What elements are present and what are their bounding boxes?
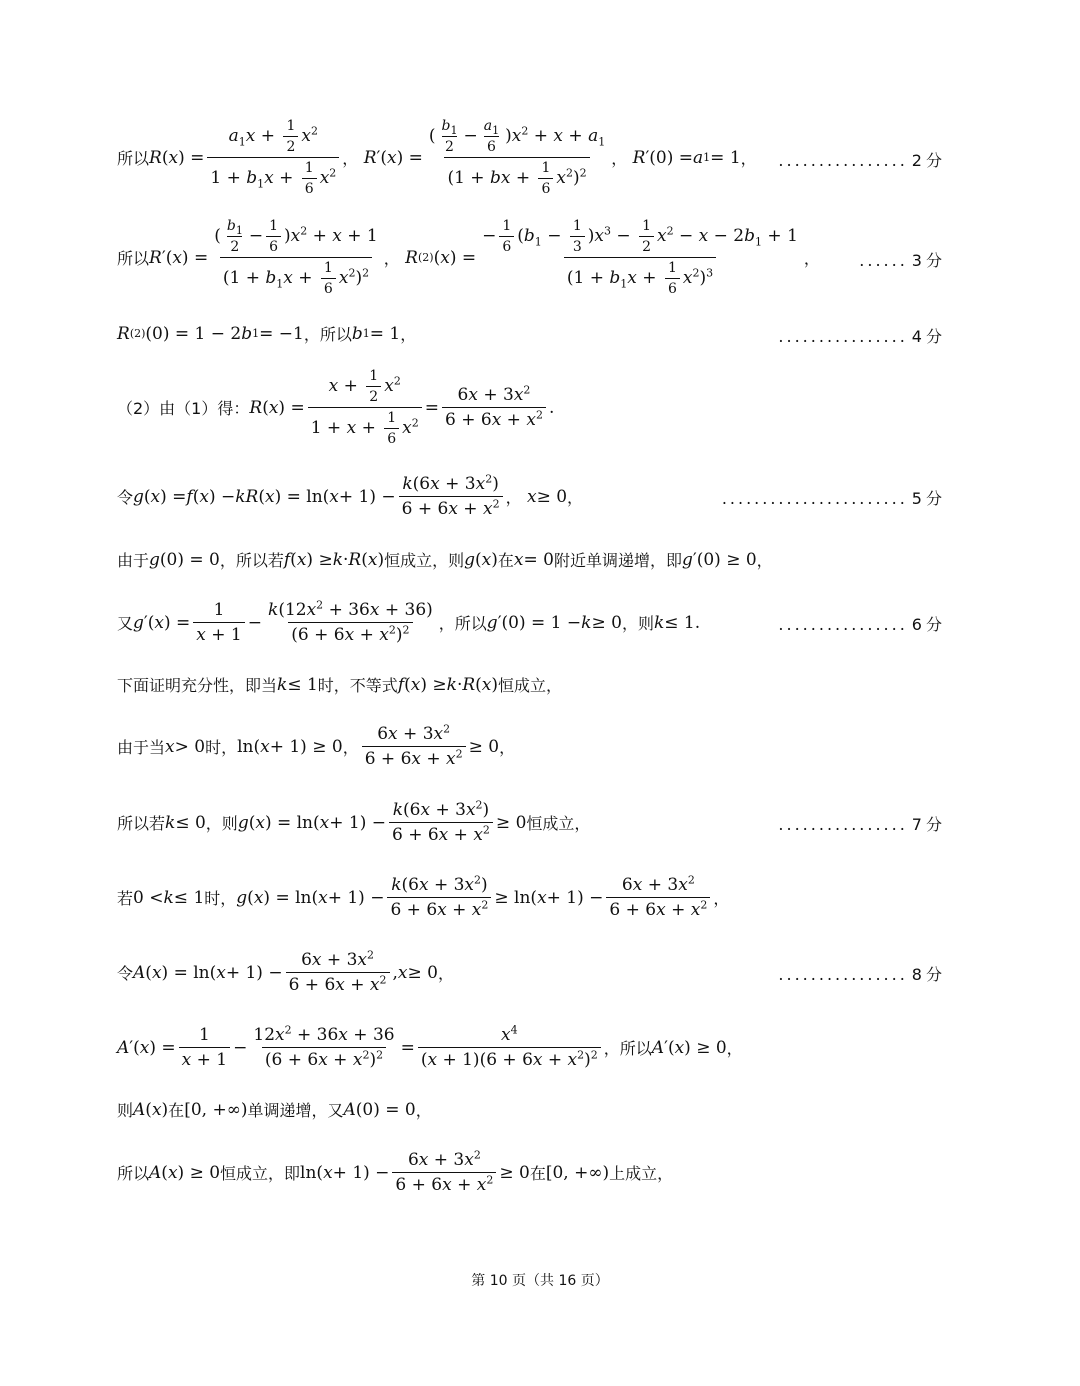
eq-line-g0: 由于 g (0) = 0 ，所以若 f ( x ) ≥ k · R ( x ) 恒成立，则 g ( x ) 在 x = 0 附近单调递增，即 g ′(0) ≥ 0 ， xyxy=(117,549,773,570)
fraction-R-prime: ( $\frac{b_1}{2}$ − $\frac{a_1}{6}$ )$x^2 + x + a_1$ (1 + bx + $\frac{1}{6}$ $x^2)^2$ xyxy=(428,118,606,197)
eq-line-g-prime: 又 g ′( x ) = $\frac{1}{x + 1}$ − $\frac{k(12x^2 + 36x + 36)}{(6 + 6x + x^2)^2}$ ，所以 g ′(0) = 1 − k ≥ 0 ，则 k ≤ 1. xyxy=(117,598,701,645)
eq-line-A-def: 令 A ( x ) = ln( x + 1) − $\frac{6x + 3x^2}{6 + 6x + x^2}$ , x ≥ 0 ， xyxy=(117,948,454,995)
eq-line-conclusion: 所以 A ( x ) ≥ 0 恒成立，即 ln( x + 1) − $\frac{6x + 3x^2}{6 + 6x + x^2}$ ≥ 0 在 [0, +∞) 上成立， xyxy=(117,1148,674,1195)
eq-line-x-positive: 由于当 x > 0 时， ln( x + 1) ≥ 0 ， $\frac{6x + 3x^2}{6 + 6x + x^2}$ ≥ 0 ， xyxy=(117,722,516,769)
eq-line-sufficiency: 下面证明充分性，即当 k ≤ 1 时，不等式 f ( x ) ≥ k · R ( x ) 恒成立， xyxy=(117,674,563,695)
eq-line-g-def: 令 g ( x ) = f ( x ) − kR ( x ) = ln( x + 1) − $\frac{k(6x + 3x^2)}{6 + 6x + x^2}$ ， x ≥ 0 ， xyxy=(117,472,584,519)
text-suoyi: 所以 xyxy=(117,149,150,168)
eq-line-A-prime: A ′( x ) = $\frac{1}{x + 1}$ − $\frac{12x^2 + 36x + 36}{(6 + 6x + x^2)^2}$ = $\frac{x^4}{(x + 1)(6 + 6x + x^2)^2}$ ，所以 A ′( x ) ≥ 0 ， xyxy=(117,1023,743,1070)
eq-line-2: 所以 R ′( x ) = ( $\frac{b_1}{2}$ − $\frac{1}{6}$ )$x^2 + x + 1$ ($1 + b_1x$ + $\frac{1}{6}$ $x^2)^2$ ， R (2) ( x ) = − $\frac{1}{6}$ ($b_1$ − $\frac{1}{3}$ )$x^3$ − $\frac{1}{2}$ $x^2 - x - 2b_1 + 1$ ($1 + b_1x$ + $\frac{1}{6}$ $x^2)^3$ ， xyxy=(117,218,820,297)
score-marker-4: ................ 4 分 xyxy=(778,327,942,346)
fraction-R-prime-b1: ( $\frac{b_1}{2}$ − $\frac{1}{6}$ )$x^2 + x + 1$ ($1 + b_1x$ + $\frac{1}{6}$ $x^2)^2$ xyxy=(214,218,378,297)
eq-line-k-nonpos: 所以若 k ≤ 0 ，则 g ( x ) = ln( x + 1) − $\frac{k(6x + 3x^2)}{6 + 6x + x^2}$ ≥ 0 恒成立， xyxy=(117,798,591,845)
score-marker-5: ....................... 5 分 xyxy=(721,489,942,508)
eq-line-part2: （2）由（1）得： R ( x ) = x + $\frac{1}{2}$ $x^2$ 1 + x + $\frac{1}{6}$ $x^2$ = $\frac{6x + 3x^2}{6 + 6x + x^2}$ . xyxy=(117,368,555,447)
score-marker-2: ................ 2 分 xyxy=(778,151,942,170)
score-marker-6: ................ 6 分 xyxy=(778,615,942,634)
eq-line-3: R (2) (0) = 1 − 2 b 1 = −1 ，所以 b 1 = 1 ， xyxy=(117,323,417,344)
eq-line-1: 所以 R ( x ) = $a_1x$ + $\frac{1}{2}$ $x^2$ $1 + b_1x$ + $\frac{1}{6}$ $x^2$ ， R ′( x ) = ( $\frac{b_1}{2}$ − $\frac{a_1}{6}$ )$x^2 + x + a_1$ (1 + bx + $\frac{1}{6}$ $x^2)^2$ ， R ′(0) = a 1 = 1 ， xyxy=(117,118,757,197)
score-marker-3: ...... 3 分 xyxy=(859,251,942,270)
score-marker-7: ................ 7 分 xyxy=(778,815,942,834)
fraction-R-second: − $\frac{1}{6}$ ($b_1$ − $\frac{1}{3}$ )$x^3$ − $\frac{1}{2}$ $x^2 - x - 2b_1 + 1$ ($1 + b_1x$ + $\frac{1}{6}$ $x^2)^3$ xyxy=(482,218,798,297)
score-marker-8: ................ 8 分 xyxy=(778,965,942,984)
eq-line-k-between: 若 0 < k ≤ 1 时， g ( x ) = ln( x + 1) − $\frac{k(6x + 3x^2)}{6 + 6x + x^2}$ ≥ ln( x + 1) − $\frac{6x + 3x^2}{6 + 6x + x^2}$ ， xyxy=(117,873,730,920)
fraction-R: $a_1x$ + $\frac{1}{2}$ $x^2$ $1 + b_1x$ + $\frac{1}{6}$ $x^2$ xyxy=(207,118,339,197)
eq-line-A-monotone: 则 A ( x ) 在 [0, +∞) 单调递增，又 A (0) = 0 ， xyxy=(117,1099,432,1120)
page-footer: 第 10 页（共 16 页） xyxy=(471,1273,609,1289)
